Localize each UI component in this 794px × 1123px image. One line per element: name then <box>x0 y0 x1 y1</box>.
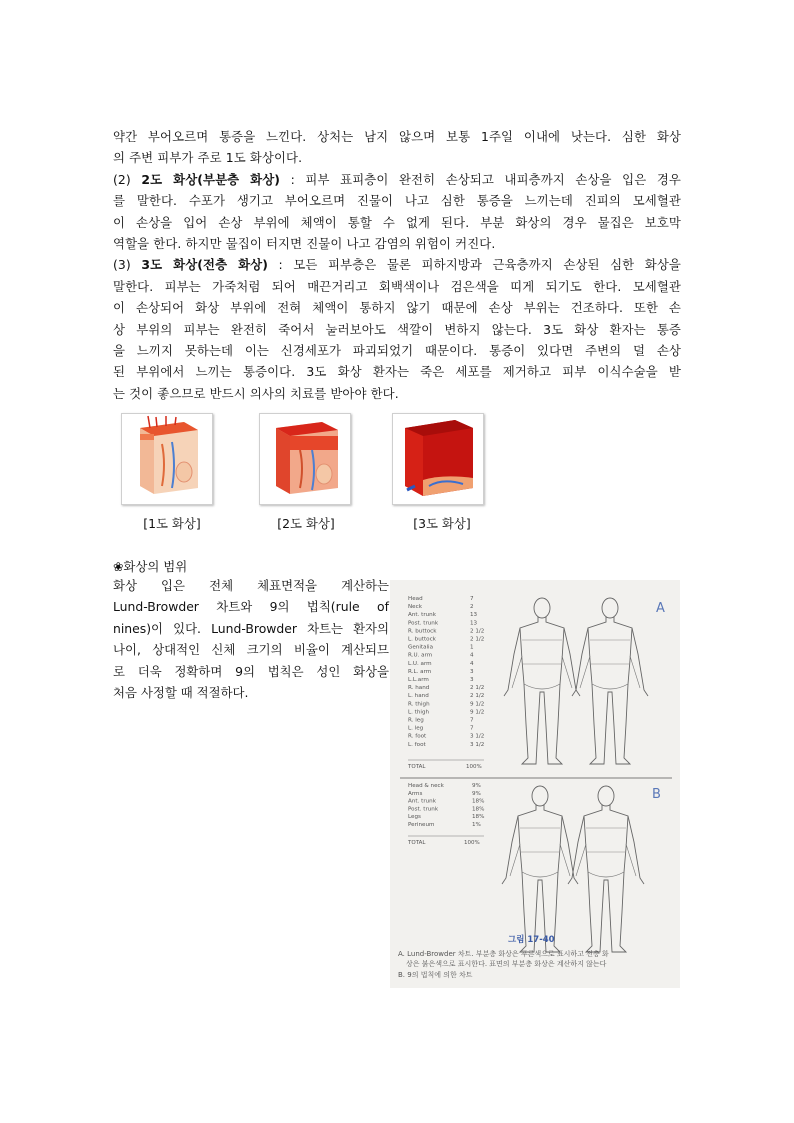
text-line <box>113 126 681 147</box>
table-row-label: L. leg <box>408 725 424 732</box>
text-segment: 역할을 한다. 하지만 물집이 터지면 진물이 나고 감염의 위험이 커진다. <box>113 236 496 252</box>
table-row-value: 9 1/2 <box>470 701 485 708</box>
table-row-label: Arms <box>408 790 423 797</box>
bold-heading: 3도 화상(전층 화상) <box>141 257 268 273</box>
body-front-outline-a <box>504 598 580 764</box>
table-row-label: Head & neck <box>408 783 444 789</box>
text-line <box>113 361 681 382</box>
table-row-label: L. buttock <box>408 636 436 643</box>
table-row-label: Ant. trunk <box>408 798 436 805</box>
table-row-value: 18% <box>472 806 485 813</box>
figure-title: 그림 17-40 <box>508 935 555 945</box>
table-row-label: R. foot <box>408 733 427 740</box>
table-row-value: 2 1/2 <box>470 685 485 692</box>
text-line <box>113 212 681 233</box>
text-segment: 약간 부어오르며 통증을 느낀다. 상처는 남지 않으며 보통 1주일 이내에 낫는다. 심한 화상 <box>113 129 681 144</box>
table-row-value: 3 <box>470 677 474 683</box>
lund-browder-table <box>408 596 484 748</box>
table-row-label: R.U. arm <box>408 652 433 659</box>
panel-a-label: A <box>656 601 665 616</box>
table-row-label: R. hand <box>408 685 430 692</box>
text-segment: (3) <box>113 257 142 273</box>
figure-caption-line: B. 9의 법칙에 의한 차트 <box>398 971 473 979</box>
text-segment: 된 부위에서 느끼는 통증이다. 3도 화상 환자는 죽은 세포를 제거하고 피부 이식수술을 받 <box>113 364 681 380</box>
caption-third-degree: [3도 화상] <box>413 516 471 531</box>
text-segment: 의 주변 피부가 주로 1도 화상이다. <box>113 150 303 166</box>
table-row-label: L. hand <box>408 693 429 700</box>
text-line <box>113 169 681 190</box>
section-title: ❀화상의 범위 <box>113 559 188 574</box>
text-line: 화상 입은 전체 체표면적을 계산하는 <box>113 578 389 593</box>
table-row-value: 3 1/2 <box>470 741 485 748</box>
table-row-label: Neck <box>408 604 422 611</box>
rule-of-nines-table <box>408 783 484 828</box>
text-line <box>113 190 681 211</box>
table-row-value: 2 1/2 <box>470 636 485 643</box>
table-row-label: Post. trunk <box>408 620 439 627</box>
table-row-value: 3 <box>470 668 474 675</box>
table-row-value: 18% <box>472 798 485 805</box>
table-row-value: 3 1/2 <box>470 733 485 740</box>
table-row-value: 9 1/2 <box>470 709 485 716</box>
skin-layer-illustration <box>393 414 483 504</box>
text-line: nines)이 있다. Lund-Browder 차트는 환자의 <box>113 620 389 636</box>
body-back-outline-a <box>572 598 648 764</box>
table-row-label: R. buttock <box>408 628 437 635</box>
text-line <box>113 297 681 318</box>
table-row-label: Head <box>408 596 423 602</box>
skin-layer-illustration <box>122 414 212 504</box>
first-degree-burn-image <box>121 413 213 505</box>
second-degree-burn-image <box>259 413 351 505</box>
table-row-value: 7 <box>470 596 474 602</box>
total-label-a: TOTAL <box>408 764 426 770</box>
body-text <box>113 126 681 404</box>
text-line <box>113 340 681 361</box>
table-row-value: 13 <box>470 620 478 627</box>
table-row-label: Genitalia <box>408 644 434 651</box>
table-row-label: L. foot <box>408 741 426 748</box>
text-segment: 이 손상되어 화상 부위에 전혀 체액이 통하지 않기 때문에 손상 부위는 건조하다. 또한 손 <box>113 300 681 316</box>
text-line: 처음 사정할 때 적절하다. <box>113 685 249 701</box>
table-row-value: 7 <box>470 717 474 724</box>
text-line <box>113 383 681 404</box>
burn-extent-paragraph <box>113 575 389 703</box>
table-row-label: L. thigh <box>408 709 430 716</box>
text-line <box>113 233 681 254</box>
text-segment: 이 손상을 입어 손상 부위에 체액이 통할 수 없게 된다. 부분 화상의 경우 물집은 보호막 <box>113 214 681 230</box>
table-row-label: L.L.arm <box>408 677 429 683</box>
table-row-label: R. thigh <box>408 701 430 708</box>
table-row-value: 4 <box>470 660 474 667</box>
body-chart-svg <box>390 580 680 988</box>
table-row-value: 9% <box>472 783 481 789</box>
text-segment: 말한다. 피부는 가죽처럼 되어 매끈거리고 회백색이나 검은색을 띠게 되기도 한다. 모세혈관 <box>113 278 681 294</box>
text-segment: 을 느끼지 못하는데 이는 신경세포가 파괴되었기 때문이다. 통증이 있다면 주변의 덜 손상 <box>113 343 681 359</box>
text-segment: 는 것이 좋으므로 반드시 의사의 치료를 받아야 한다. <box>113 385 399 401</box>
table-row-value: 2 1/2 <box>470 693 485 700</box>
body-surface-area-chart-figure <box>390 580 680 988</box>
text-line <box>113 254 681 275</box>
table-row-value: 7 <box>470 725 474 732</box>
text-line: 로 더욱 정확하며 9의 법칙은 성인 화상을 <box>113 663 389 679</box>
table-row-value: 1 <box>470 644 474 651</box>
caption-second-degree: [2도 화상] <box>277 516 335 531</box>
body-back-outline-b <box>568 786 644 952</box>
caption-first-degree: [1도 화상] <box>143 516 201 531</box>
table-row-label: L.U. arm <box>408 660 432 667</box>
table-row-label: Ant. trunk <box>408 612 436 619</box>
table-row-label: R. leg <box>408 717 424 724</box>
table-row-value: 4 <box>470 652 474 659</box>
text-line <box>113 276 681 297</box>
table-row-value: 18% <box>472 814 485 821</box>
total-value-b: 100% <box>464 840 480 846</box>
table-row-value: 13 <box>470 612 478 619</box>
table-row-value: 1% <box>472 822 481 828</box>
table-row-value: 2 1/2 <box>470 628 485 635</box>
skin-layer-illustration <box>260 414 350 504</box>
text-segment: 상 부위의 피부는 완전히 죽어서 눌러보아도 색깔이 변하지 않는다. 3도 화상 환자는 통증 <box>113 321 681 337</box>
figure-caption-line: A. Lund-Browder 차트. 부분층 화상은 푸른색으로 표시하고 전층 화 <box>398 950 609 958</box>
text-line <box>113 147 681 168</box>
text-segment: : 모든 피부층은 물론 피하지방과 근육층까지 손상된 심한 화상을 <box>267 257 681 273</box>
panel-b-label: B <box>652 787 661 802</box>
body-front-outline-b <box>502 786 578 952</box>
text-segment: (2) <box>113 171 142 187</box>
table-row-label: Perineum <box>408 822 435 828</box>
table-row-label: R.L. arm <box>408 668 432 675</box>
bold-heading: 2도 화상(부분층 화상) <box>141 171 281 187</box>
table-row-value: 2 <box>470 604 474 611</box>
total-label-b: TOTAL <box>408 840 426 846</box>
figure-caption-line: 상은 붉은색으로 표시한다. 표면의 부분층 화상은 계산하지 않는다 <box>406 960 607 968</box>
text-line: 나이, 상대적인 신체 크기의 비율이 계산되므 <box>113 642 389 658</box>
table-row-value: 9% <box>472 790 481 797</box>
text-line: Lund-Browder 차트와 9의 법칙(rule of <box>113 599 389 615</box>
text-line <box>113 319 681 340</box>
total-value-a: 100% <box>466 764 482 770</box>
text-segment: : 피부 표피층이 완전히 손상되고 내피층까지 손상을 입은 경우 <box>280 171 681 187</box>
text-segment: 를 말한다. 수포가 생기고 부어오르며 진물이 나고 심한 통증을 느끼는데 진피의 모세혈관 <box>113 193 681 209</box>
table-row-label: Legs <box>408 814 421 821</box>
table-row-label: Post. trunk <box>408 806 439 813</box>
third-degree-burn-image <box>392 413 484 505</box>
